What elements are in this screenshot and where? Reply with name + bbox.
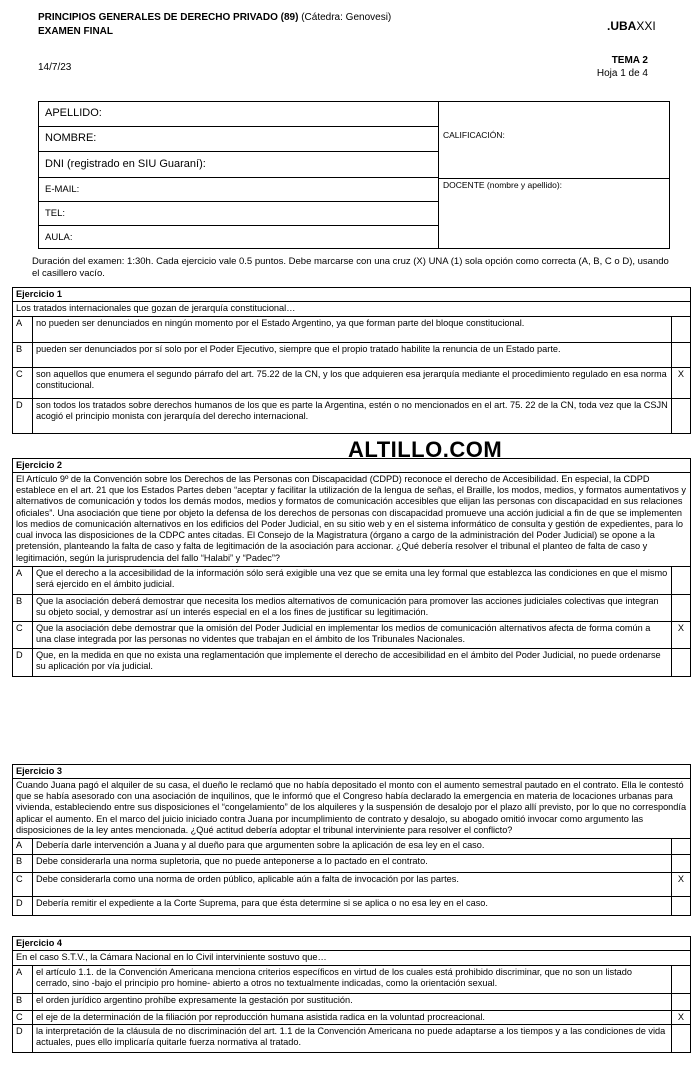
option-text: el eje de la determinación de la filiación por reproducción humana asistida radica en la voluntad procreacional. — [33, 1011, 672, 1024]
answer-checkbox[interactable] — [672, 897, 690, 915]
option-letter: C — [13, 1011, 33, 1024]
docente-label: DOCENTE (nombre y apellido): — [443, 180, 563, 190]
course-name: PRINCIPIOS GENERALES DE DERECHO PRIVADO (89) — [38, 12, 299, 23]
option-row — [13, 1025, 690, 1052]
email-field[interactable] — [39, 178, 438, 202]
exercise-1 — [12, 287, 691, 434]
email-label: E-MAIL: — [45, 183, 80, 195]
option-text: Debe considerarla como una norma de orden público, aplicable aún a falta de invocación por las partes. — [33, 873, 672, 896]
exercise-title: Ejercicio 4 — [13, 937, 690, 951]
exercise-stem: Los tratados internacionales que gozan de jerarquía constitucional… — [13, 302, 690, 317]
option-text: el orden jurídico argentino prohíbe expresamente la gestación por sustitución. — [33, 994, 672, 1010]
answer-checkbox[interactable]: X — [677, 874, 685, 885]
exercise-3 — [12, 764, 691, 916]
option-text: Debe considerarla una norma supletoria, que no puede anteponerse a lo pactado en el contrato. — [33, 855, 672, 872]
option-row — [13, 343, 690, 368]
answer-checkbox[interactable] — [672, 595, 690, 621]
option-letter: D — [13, 649, 33, 676]
exam-type: EXAMEN FINAL — [38, 26, 113, 37]
logo-main: .UBA — [607, 19, 637, 33]
watermark: ALTILLO.COM — [348, 437, 503, 462]
option-letter: A — [13, 567, 33, 594]
option-letter: D — [13, 1025, 33, 1052]
option-text: Debería remitir el expediente a la Corte Suprema, para que ésta determine si se aplica o no esa ley en el caso. — [33, 897, 672, 915]
option-text: son aquellos que enumera el segundo párrafo del art. 75.22 de la CN, y los que adquieren esa jerarquía mediante el procedimiento regulado en esa norma constitucional. — [33, 368, 672, 398]
tema-label: TEMA 2 — [611, 55, 648, 66]
student-id-form — [38, 101, 670, 249]
option-text: Que, en la medida en que no exista una reglamentación que implemente el derecho de accesibilidad en el ámbito del Poder Judicial, no puede ordenarse su aplicación por vía judicial. — [33, 649, 672, 676]
instructions: Duración del examen: 1:30h. Cada ejercicio vale 0.5 puntos. Debe marcarse con una cruz (X) UNA (1) sola opción como correcta (A, B, C o D), usando el casillero vacío. — [32, 256, 669, 279]
student-fields — [39, 102, 439, 248]
nombre-field[interactable] — [39, 127, 438, 152]
option-letter: B — [13, 855, 33, 872]
answer-checkbox[interactable] — [672, 966, 690, 993]
option-letter: B — [13, 595, 33, 621]
exercise-stem: Cuando Juana pagó el alquiler de su casa, el dueño le reclamó que no había depositado el monto con el aumento semestral pautado en el contrato. Ella le contestó que se había asesorado con una asociación de inquilinos, que le informó que el Congreso había declarado la emergencia en materia de locaciones urbanas para vivienda, estableciendo entre sus disposiciones el “congelamiento” de los alquileres y la suspensión de desalojo por el plazo allí previsto, por lo que no correspondía aplicar el aumento. En el marco del juicio iniciado contra Juana por incumplimiento de contrato y desalojo, su abogado omitió invocar como argumento las disposiciones de la ley antes mencionada. ¿Qué actitud debería adoptar el tribunal interviniente para resolver el conflicto? — [13, 779, 690, 839]
page-counter: Hoja 1 de 4 — [596, 68, 648, 79]
exercise-stem: En el caso S.T.V., la Cámara Nacional en lo Civil interviniente sostuvo que… — [13, 951, 690, 966]
option-row — [13, 399, 690, 433]
option-row — [13, 368, 690, 399]
option-text: Que la asociación deberá demostrar que necesita los medios alternativos de comunicación para promover las acciones judiciales colectivas que integran su objeto social, y demostrar así un interés especial en el a los fines de justificar su legitimación. — [33, 595, 672, 621]
option-letter: B — [13, 343, 33, 367]
answer-checkbox[interactable] — [672, 839, 690, 854]
answer-checkbox[interactable] — [672, 1025, 690, 1052]
chair-name: (Cátedra: Genovesi) — [301, 12, 392, 23]
tel-label: TEL: — [45, 207, 66, 219]
option-letter: C — [13, 873, 33, 896]
course-title — [38, 12, 391, 24]
answer-checkbox[interactable] — [672, 567, 690, 594]
apellido-label: APELLIDO: — [45, 107, 102, 120]
dni-label: DNI (registrado en SIU Guaraní): — [45, 157, 206, 170]
answer-checkbox[interactable] — [672, 855, 690, 872]
option-row — [13, 966, 690, 994]
exercise-title: Ejercicio 3 — [13, 765, 690, 779]
option-text: la interpretación de la cláusula de no discriminación del art. 1.1 de la Convención Americana no puede adaptarse a los tiempos y a las condiciones de vida actuales, pues ello implicaría quitarle fuerza normativa al tratado. — [33, 1025, 672, 1052]
aula-field[interactable] — [39, 226, 438, 249]
option-letter: C — [13, 368, 33, 398]
option-row — [13, 649, 690, 676]
option-letter: A — [13, 966, 33, 993]
exercise-2 — [12, 458, 691, 677]
option-row — [13, 567, 690, 595]
answer-checkbox[interactable] — [672, 343, 690, 367]
grading-fields — [439, 102, 670, 248]
option-text: Que la asociación debe demostrar que la omisión del Poder Judicial en implementar los medios de comunicación alternativos afecta de forma común a una clase integrada por las personas no videntes que trabajan en el ámbito de los Tribunales Nacionales. — [33, 622, 672, 648]
answer-checkbox[interactable] — [672, 649, 690, 676]
option-row — [13, 839, 690, 855]
option-letter: C — [13, 622, 33, 648]
uba-logo — [607, 19, 656, 34]
nombre-label: NOMBRE: — [45, 132, 97, 145]
option-text: pueden ser denunciados por sí solo por el Poder Ejecutivo, siempre que el propio tratado habilite la renuncia de un Estado parte. — [33, 343, 672, 367]
logo-suffix: XXI — [636, 19, 656, 33]
option-letter: A — [13, 317, 33, 342]
exercise-title: Ejercicio 2 — [13, 459, 690, 473]
option-text: el artículo 1.1. de la Convención Americana menciona criterios específicos en virtud de los cuales está prohibido discriminar, que no son un listado cerrado, sino -bajo el principio pro homine- abierto a otros no textualmente indicadas, como la orientación sexual. — [33, 966, 672, 993]
answer-checkbox[interactable] — [672, 317, 690, 342]
option-letter: B — [13, 994, 33, 1010]
answer-checkbox[interactable]: X — [677, 369, 685, 380]
option-text: son todos los tratados sobre derechos humanos de los que es parte la Argentina, estén o no mencionados en el art. 75. 22 de la CN, toda vez que la CSJN acogió el principio monista con jerarquía del derecho internacional. — [33, 399, 672, 433]
option-row — [13, 897, 690, 915]
option-row — [13, 873, 690, 897]
exercise-4 — [12, 936, 691, 1053]
answer-checkbox[interactable]: X — [677, 1012, 685, 1023]
dni-field[interactable] — [39, 152, 438, 178]
answer-checkbox[interactable] — [672, 399, 690, 433]
option-row — [13, 1011, 690, 1025]
option-letter: A — [13, 839, 33, 854]
option-text: Debería darle intervención a Juana y al dueño para que argumenten sobre la aplicación de esa ley en el caso. — [33, 839, 672, 854]
aula-label: AULA: — [45, 231, 73, 243]
option-row — [13, 622, 690, 649]
apellido-field[interactable] — [39, 102, 438, 127]
option-text: no pueden ser denunciados en ningún momento por el Estado Argentino, ya que forman parte del bloque constitucional. — [33, 317, 672, 342]
option-row — [13, 317, 690, 343]
option-letter: D — [13, 399, 33, 433]
option-row — [13, 595, 690, 622]
option-row — [13, 994, 690, 1011]
option-letter: D — [13, 897, 33, 915]
divider — [439, 178, 670, 179]
option-text: Que el derecho a la accesibilidad de la información sólo será exigible una vez que se emita una ley formal que establezca las condiciones en que el mismo será ejercido en el ámbito judicial. — [33, 567, 672, 594]
answer-checkbox[interactable] — [672, 994, 690, 1010]
exercise-title: Ejercicio 1 — [13, 288, 690, 302]
calificacion-label: CALIFICACIÓN: — [443, 130, 505, 140]
tel-field[interactable] — [39, 202, 438, 226]
option-row — [13, 855, 690, 873]
answer-checkbox[interactable]: X — [677, 622, 685, 633]
exam-date: 14/7/23 — [38, 62, 72, 73]
exercise-stem: El Artículo 9º de la Convención sobre los Derechos de las Personas con Discapacidad (CDPD) reconoce el derecho de Accesibilidad. En especial, la CDPD establece en el art. 21 que los Estados Partes deben “aceptar y facilitar la utilización de la lengua de señas, el Braille, los modos, medios, y formatos aumentativos y alternativos de comunicación y todos los demás modos, medios y formatos de comunicación accesibles que elijan las personas con discapacidad en sus relaciones oficiales”. Una asociación que tiene por objeto la defensa de los derechos de personas con discapacidad promueve una acción judicial a fin de que se implementen los medios de comunicación alternativos en los edificios del Poder Judicial, en su sitio web y en el sistema informático de consulta y gestión de expedientes, para lo cual invoca las disposiciones de la CDPC antes citadas. El Consejo de la Magistratura (órgano a cargo de la administración del Poder Judicial) se opone a la pretensión, planteando la falta de caso y falta de legitimación de la asociación para accionar. ¿Qué debería resolver el tribunal el planteo de falta de caso y legitimación, según la jurisprudencia del fallo “Halabi” y “Padec”? — [13, 473, 690, 567]
